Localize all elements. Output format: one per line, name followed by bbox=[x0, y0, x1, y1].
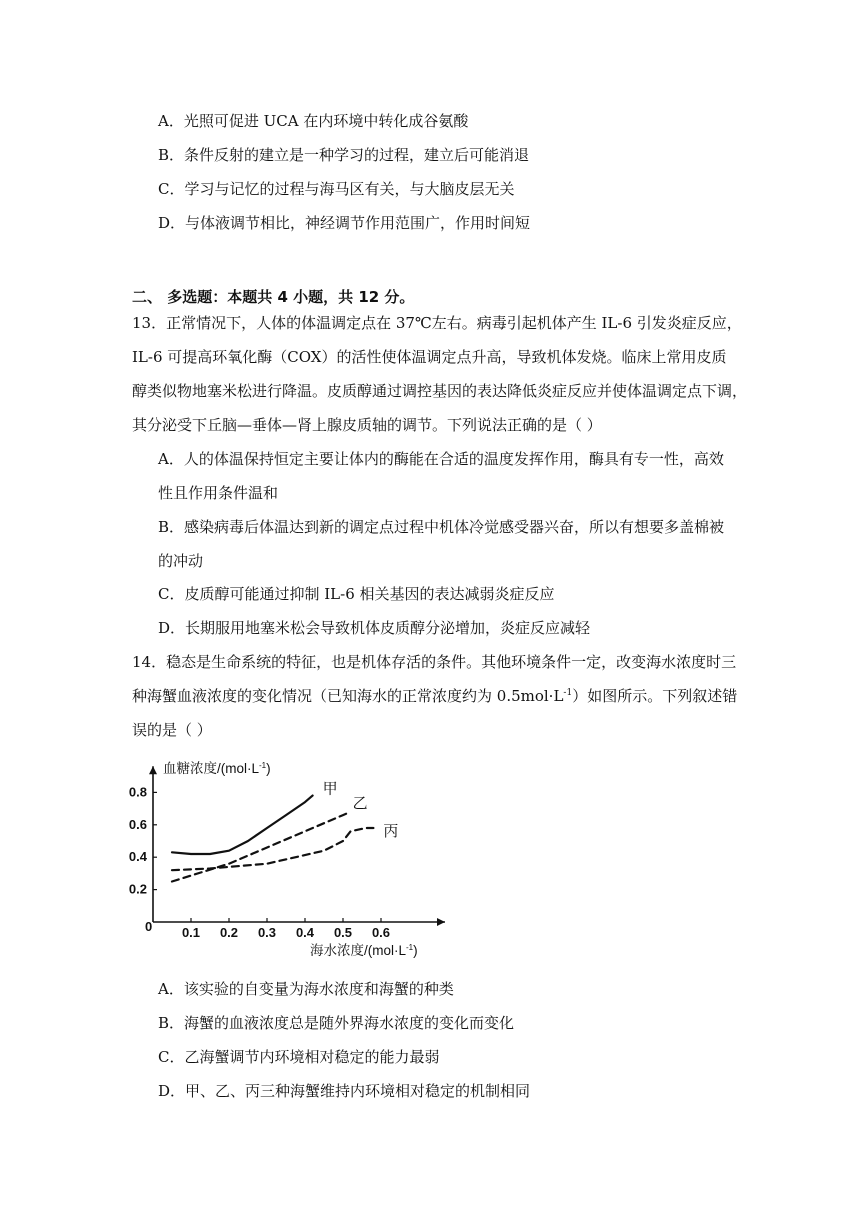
blood-concentration-chart bbox=[128, 755, 445, 970]
series-line-甲 bbox=[172, 796, 313, 854]
chart-ticks bbox=[129, 784, 390, 940]
q12-option-c: C．学习与记忆的过程与海马区有关，与大脑皮层无关 bbox=[158, 180, 515, 198]
q13-stem-line-2: IL-6 可提高环氧化酶（COX）的活性使体温调定点升高，导致机体发烧。临床上常用皮质 bbox=[132, 348, 727, 366]
q14-option-b: B．海蟹的血液浓度总是随外界海水浓度的变化而变化 bbox=[158, 1014, 515, 1032]
series-line-乙 bbox=[172, 812, 351, 882]
q13-option-a-line-1: A．人的体温保持恒定主要让体内的酶能在合适的温度发挥作用，酶具有专一性，高效 bbox=[158, 450, 724, 468]
x-tick-label: 0.2 bbox=[219, 925, 239, 940]
q14-stem-line-2 bbox=[132, 686, 737, 706]
y-tick-label: 0.2 bbox=[128, 881, 147, 897]
chart-series bbox=[172, 781, 398, 882]
x-tick-label: 0.1 bbox=[181, 925, 201, 940]
section-heading: 二、 多选题：本题共 4 小题，共 12 分。 bbox=[132, 288, 415, 306]
q14-stem-line-3: 误的是（ ） bbox=[132, 721, 212, 739]
q13-option-b-line-1: B．感染病毒后体温达到新的调定点过程中机体冷觉感受器兴奋，所以有想要多盖棉被 bbox=[158, 518, 725, 536]
q12-option-a: A．光照可促进 UCA 在内环境中转化成谷氨酸 bbox=[158, 112, 469, 130]
q12-option-b: B．条件反射的建立是一种学习的过程，建立后可能消退 bbox=[158, 146, 530, 164]
q13-option-b-line-2: 的冲动 bbox=[158, 552, 204, 570]
q14-option-c: C．乙海蟹调节内环境相对稳定的能力最弱 bbox=[158, 1048, 440, 1066]
q14-option-d: D．甲、乙、丙三种海蟹维持内环境相对稳定的机制相同 bbox=[158, 1082, 531, 1100]
q13-stem-line-1: 13．正常情况下，人体的体温调定点在 37℃左右。病毒引起机体产生 IL-6 引发炎症反应， bbox=[132, 314, 742, 332]
q13-option-d: D．长期服用地塞米松会导致机体皮质醇分泌增加，炎症反应减轻 bbox=[158, 619, 591, 637]
x-tick-label: 0.6 bbox=[371, 925, 391, 940]
x-tick-label: 0.3 bbox=[257, 925, 277, 940]
q13-stem-line-3: 醇类似物地塞米松进行降温。皮质醇通过调控基因的表达降低炎症反应并使体温调定点下调， bbox=[132, 382, 748, 400]
q14-stem-line-2-part-2: ）如图所示。下列叙述错 bbox=[572, 687, 738, 705]
series-label-甲: 甲 bbox=[322, 780, 338, 798]
series-label-丙: 丙 bbox=[383, 823, 399, 841]
q14-stem-line-2-part-1: 种海蟹血液浓度的变化情况（已知海水的正常浓度约为 0.5mol·L bbox=[132, 687, 564, 705]
chart-y-axis-label: 血糖浓度$/(mol\cdot L^{-1})$ bbox=[163, 761, 271, 776]
q14-stem-unit-superscript: -1 bbox=[563, 688, 573, 698]
y-tick-label: 0.8 bbox=[128, 784, 147, 800]
q14-stem-line-1: 14．稳态是生命系统的特征，也是机体存活的条件。其他环境条件一定，改变海水浓度时三 bbox=[132, 653, 737, 671]
y-tick-label: 0.6 bbox=[128, 816, 147, 832]
y-axis-arrow bbox=[149, 766, 157, 774]
x-tick-label: 0.4 bbox=[295, 925, 315, 940]
chart-axes bbox=[149, 766, 445, 926]
q12-option-d: D．与体液调节相比，神经调节作用范围广，作用时间短 bbox=[158, 214, 531, 232]
x-axis-arrow bbox=[437, 918, 445, 926]
series-label-乙: 乙 bbox=[352, 794, 368, 812]
y-tick-label: 0.4 bbox=[128, 849, 147, 865]
x-tick-label: 0.5 bbox=[333, 925, 353, 940]
q13-stem-line-4: 其分泌受下丘脑—垂体—肾上腺皮质轴的调节。下列说法正确的是（ ） bbox=[132, 416, 602, 434]
chart-origin-label: 0 bbox=[145, 919, 153, 934]
q13-option-a-line-2: 性且作用条件温和 bbox=[158, 484, 279, 502]
chart-x-axis-label: 海水浓度$/(mol\cdot L^{-1})$ bbox=[310, 943, 418, 958]
series-line-丙 bbox=[172, 828, 373, 870]
q13-option-c: C．皮质醇可能通过抑制 IL-6 相关基因的表达减弱炎症反应 bbox=[158, 585, 555, 603]
q14-option-a: A．该实验的自变量为海水浓度和海蟹的种类 bbox=[158, 980, 454, 998]
